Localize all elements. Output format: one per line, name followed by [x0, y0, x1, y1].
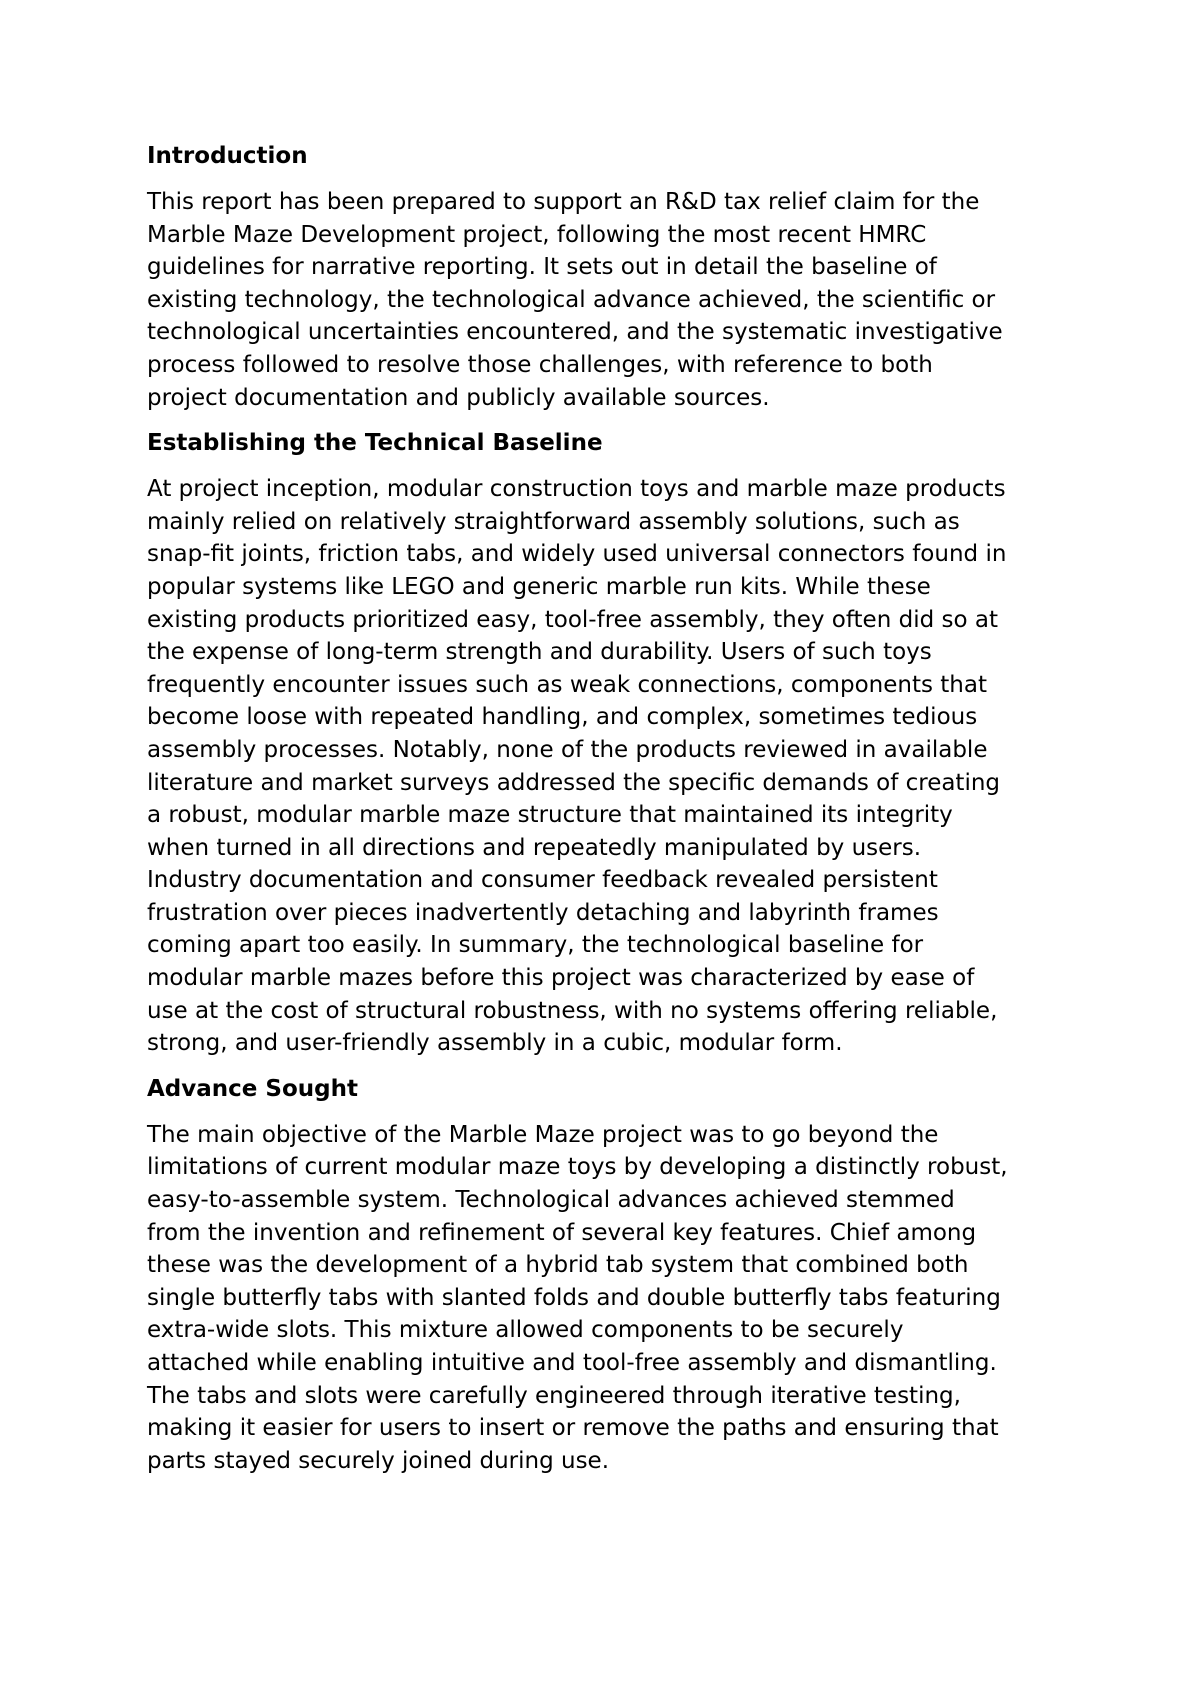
document-body: [147, 140, 1077, 1490]
paragraph-line: frustration over pieces inadvertently detaching and labyrinth frames: [147, 899, 939, 926]
paragraph-line: easy-to-assemble system. Technological advances achieved stemmed: [147, 1187, 955, 1214]
paragraph-line: This report has been prepared to support an R&D tax relief claim for the: [147, 189, 980, 215]
paragraph-line: technological uncertainties encountered, and the systematic investigative: [147, 319, 1003, 346]
paragraph-line: use at the cost of structural robustness, with no systems offering reliable,: [147, 997, 998, 1024]
section-paragraph-technical-baseline: [147, 473, 1077, 1060]
paragraph-line: Industry documentation and consumer feedback revealed persistent: [147, 867, 938, 894]
paragraph-line: guidelines for narrative reporting. It sets out in detail the baseline of: [147, 254, 937, 281]
paragraph-line: The main objective of the Marble Maze project was to go beyond the: [147, 1121, 939, 1148]
paragraph-line: strong, and user-friendly assembly in a cubic, modular form.: [147, 1030, 843, 1057]
paragraph-line: a robust, modular marble maze structure that maintained its integrity: [147, 802, 953, 829]
paragraph-line: parts stayed securely joined during use.: [147, 1447, 610, 1474]
paragraph-line: At project inception, modular construction toys and marble maze products: [147, 476, 1006, 503]
paragraph-line: existing technology, the technological advance achieved, the scientific or: [147, 286, 996, 313]
paragraph-line: snap-fit joints, friction tabs, and widely used universal connectors found in: [147, 541, 1007, 568]
paragraph-line: modular marble mazes before this project was characterized by ease of: [147, 965, 975, 992]
paragraph-line: the expense of long-term strength and durability. Users of such toys: [147, 639, 932, 666]
paragraph-line: Marble Maze Development project, following the most recent HMRC: [147, 221, 927, 248]
paragraph-line: project documentation and publicly available sources.: [147, 384, 770, 411]
section-heading-introduction: Introduction: [147, 143, 308, 169]
section-heading-advance-sought: Advance Sought: [147, 1075, 358, 1102]
paragraph-line: popular systems like LEGO and generic marble run kits. While these: [147, 573, 931, 600]
paragraph-line: frequently encounter issues such as weak connections, components that: [147, 671, 987, 698]
paragraph-line: The tabs and slots were carefully engineered through iterative testing,: [147, 1382, 961, 1409]
paragraph-line: extra-wide slots. This mixture allowed components to be securely: [147, 1317, 904, 1344]
paragraph-line: literature and market surveys addressed the specific demands of creating: [147, 769, 1001, 796]
paragraph-line: from the invention and refinement of several key features. Chief among: [147, 1219, 977, 1246]
paragraph-line: become loose with repeated handling, and complex, sometimes tedious: [147, 704, 978, 731]
paragraph-line: assembly processes. Notably, none of the products reviewed in available: [147, 736, 988, 763]
paragraph-line: when turned in all directions and repeatedly manipulated by users.: [147, 834, 922, 861]
paragraph-line: mainly relied on relatively straightforward assembly solutions, such as: [147, 508, 960, 535]
paragraph-line: coming apart too easily. In summary, the technological baseline for: [147, 932, 924, 959]
section-paragraph-advance-sought: [147, 1119, 1077, 1478]
paragraph-line: single butterfly tabs with slanted folds and double butterfly tabs featuring: [147, 1284, 1001, 1311]
paragraph-line: attached while enabling intuitive and tool-free assembly and dismantling.: [147, 1350, 997, 1376]
paragraph-line: existing products prioritized easy, tool-free assembly, they often did so at: [147, 606, 998, 633]
paragraph-line: limitations of current modular maze toys by developing a distinctly robust,: [147, 1154, 1008, 1181]
section-heading-technical-baseline: Establishing the Technical Baseline: [147, 430, 603, 457]
paragraph-line: these was the development of a hybrid tab system that combined both: [147, 1252, 969, 1279]
paragraph-line: process followed to resolve those challenges, with reference to both: [147, 351, 933, 378]
section-paragraph-introduction: [147, 186, 1077, 414]
paragraph-line: making it easier for users to insert or remove the paths and ensuring that: [147, 1415, 999, 1442]
